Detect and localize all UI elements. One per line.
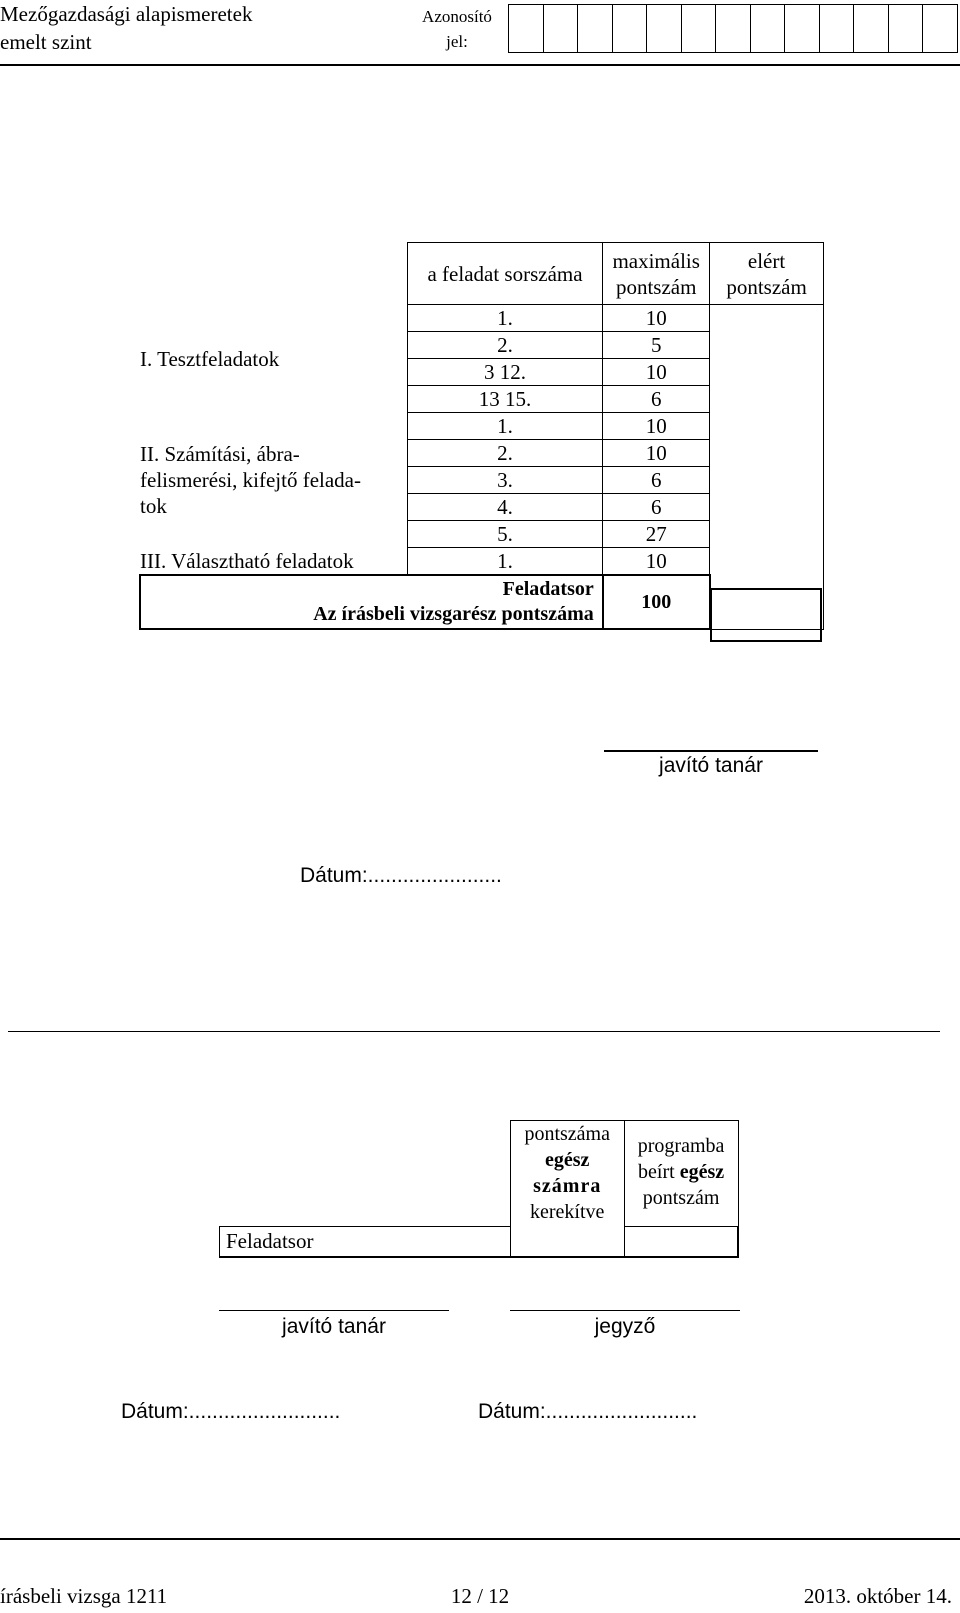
header-program-line1: programba: [637, 1135, 725, 1157]
identifier-box[interactable]: [682, 5, 717, 52]
total-label: [140, 575, 603, 629]
header-program-line2: [625, 1159, 738, 1185]
header-rounded-line4: kerekítve: [530, 1201, 605, 1223]
total-label-line1: Feladatsor: [502, 578, 594, 600]
identifier-box[interactable]: [820, 5, 855, 52]
identifier-box[interactable]: [509, 5, 544, 52]
subject-title: Mezőgazdasági alapismeretek: [0, 2, 253, 26]
task-number: 2.: [407, 332, 602, 359]
achieved-points-cell[interactable]: [710, 305, 824, 630]
identifier-box[interactable]: [785, 5, 820, 52]
identifier-boxes[interactable]: [508, 4, 958, 53]
header-achieved-points: [710, 243, 824, 305]
identifier-label: [420, 4, 494, 54]
section-label-line1: II. Számítási, ábra-: [140, 442, 300, 466]
level-title: emelt szint: [0, 30, 92, 54]
task-number: 5.: [407, 521, 602, 548]
section-separator: [8, 1031, 940, 1032]
section-label: [140, 413, 407, 548]
max-points: 10: [603, 359, 710, 386]
header-task-number: a feladat sorszáma: [407, 243, 602, 305]
corrector-label: javító tanár: [282, 1315, 386, 1338]
date-field-right[interactable]: Dátum:..........................: [478, 1400, 698, 1423]
max-points: 10: [603, 413, 710, 440]
max-points: 10: [603, 440, 710, 467]
section-label-line2: felismerési, kifejtő felada-: [140, 468, 361, 492]
header-program-line2-text: beírt: [638, 1161, 675, 1183]
max-points: 10: [603, 548, 710, 576]
footer-date: 2013. október 14.: [803, 1584, 952, 1608]
total-max-points: 100: [603, 575, 710, 629]
header-rounded-line3: számra: [533, 1175, 602, 1197]
signature-line-corrector: [219, 1310, 449, 1311]
max-points: 5: [603, 332, 710, 359]
program-score-cell[interactable]: [624, 1227, 738, 1257]
max-points: 27: [603, 521, 710, 548]
signature-line-notary: [510, 1310, 740, 1311]
header-max-line2: pontszám: [615, 274, 697, 299]
task-number: 1.: [407, 413, 602, 440]
rounded-score-cell[interactable]: [510, 1227, 624, 1257]
section-label: I. Tesztfeladatok: [140, 346, 280, 371]
section-label: III. Választható feladatok: [140, 548, 354, 573]
identifier-label-line2: jel:: [446, 32, 468, 51]
task-number: 1.: [407, 305, 602, 332]
max-points: 10: [603, 305, 710, 332]
max-points: 6: [603, 467, 710, 494]
total-achieved-cell[interactable]: [710, 588, 822, 642]
identifier-label-line1: Azonosító: [422, 7, 492, 26]
header-program-score: [624, 1121, 738, 1227]
total-label-line2: Az írásbeli vizsgarész pontszáma: [313, 603, 594, 625]
date-field[interactable]: Dátum:.......................: [300, 864, 502, 887]
header-rule: [0, 64, 960, 66]
identifier-box[interactable]: [751, 5, 786, 52]
task-number: 1.: [407, 548, 602, 576]
corrector-label: javító tanár: [659, 754, 763, 777]
identifier-box[interactable]: [578, 5, 613, 52]
signature-line-corrector: [604, 750, 818, 752]
header-program-bold: egész: [679, 1161, 725, 1183]
max-points: 6: [603, 494, 710, 521]
identifier-box[interactable]: [716, 5, 751, 52]
header-rounded-line1: pontszáma: [524, 1123, 610, 1145]
final-score-table: [219, 1120, 739, 1258]
score-table: [139, 242, 824, 630]
identifier-box[interactable]: [889, 5, 924, 52]
header-max-line1: maximális: [612, 248, 700, 273]
footer-exam-code: írásbeli vizsga 1211: [0, 1584, 168, 1608]
section-label-line3: tok: [140, 494, 167, 518]
footer-rule: [0, 1538, 960, 1540]
header-rounded-score: [510, 1121, 624, 1227]
header-max-points: [603, 243, 710, 305]
task-number: 3.: [407, 467, 602, 494]
task-number: 2.: [407, 440, 602, 467]
date-field-left[interactable]: Dátum:..........................: [121, 1400, 341, 1423]
header-program-line3: pontszám: [642, 1187, 720, 1209]
identifier-box[interactable]: [647, 5, 682, 52]
identifier-box[interactable]: [544, 5, 579, 52]
identifier-box[interactable]: [613, 5, 648, 52]
header-achieved-line2: pontszám: [726, 274, 807, 299]
header-achieved-line1: elért: [747, 248, 786, 273]
max-points: 6: [603, 386, 710, 413]
identifier-box[interactable]: [923, 5, 957, 52]
document-title: [0, 0, 252, 56]
footer-page-number: 12 / 12: [450, 1584, 510, 1608]
notary-label: jegyző: [594, 1315, 656, 1338]
header-rounded-line2: egész: [545, 1149, 590, 1171]
task-number: 3 12.: [407, 359, 602, 386]
final-row-label: Feladatsor: [220, 1227, 511, 1257]
identifier-box[interactable]: [854, 5, 889, 52]
task-number: 13 15.: [407, 386, 602, 413]
task-number: 4.: [407, 494, 602, 521]
